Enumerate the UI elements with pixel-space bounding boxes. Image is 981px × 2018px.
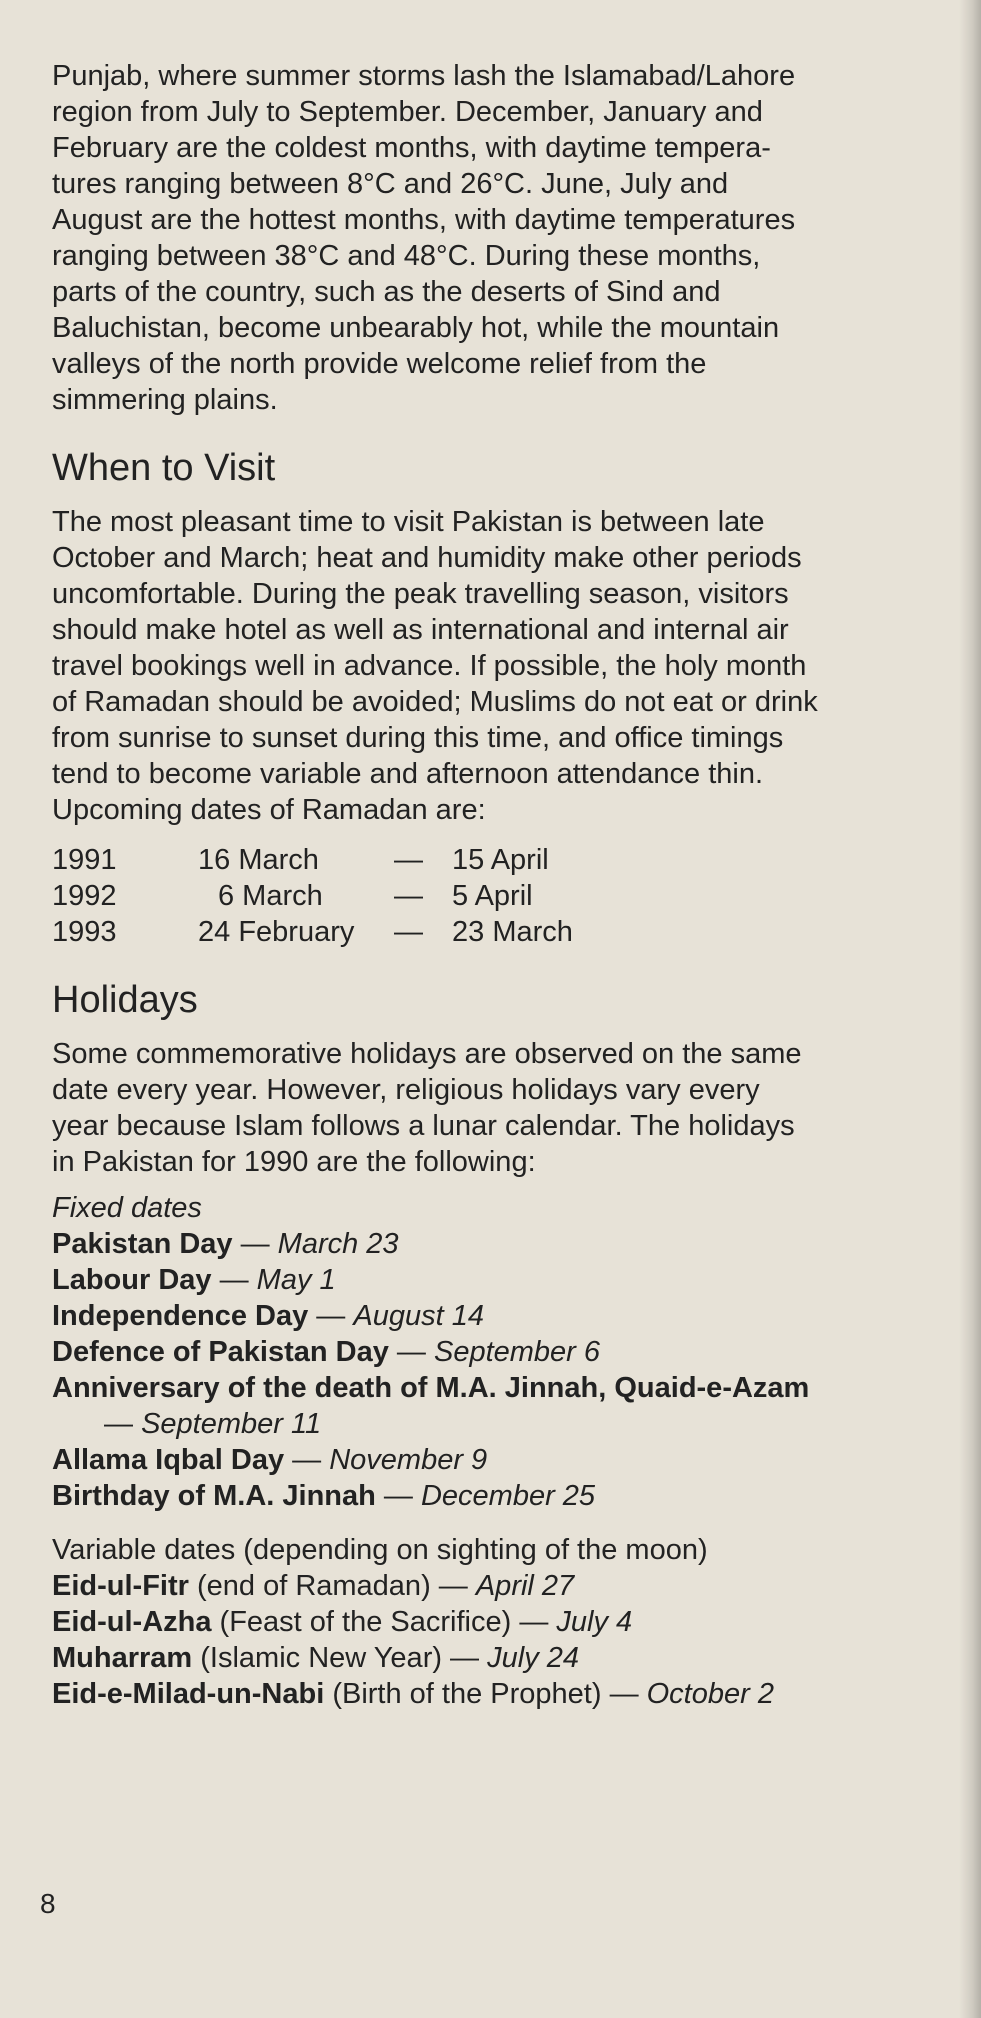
text-line: August are the hottest months, with daytime temperatures: [52, 204, 796, 236]
holiday-name: Eid-ul-Azha: [52, 1606, 212, 1638]
holiday-date: December 25: [420, 1480, 596, 1512]
text-line: simmering plains.: [52, 384, 278, 416]
holiday-entry: [52, 1478, 941, 1514]
ramadan-end: 15 April: [452, 844, 549, 876]
text-line: February are the coldest months, with daytime tempera-: [52, 132, 771, 164]
text-line: valleys of the north provide welcome relief from the: [52, 348, 707, 380]
climate-paragraph: [52, 58, 941, 418]
holidays-heading: Holidays: [52, 979, 198, 1021]
ramadan-row: [52, 842, 941, 878]
holiday-entry: [52, 1370, 941, 1406]
text-line: The most pleasant time to visit Pakistan is between late: [52, 506, 765, 538]
holiday-name: Pakistan Day: [52, 1228, 233, 1260]
holiday-entry: [52, 1262, 941, 1298]
ramadan-dash: —: [394, 844, 423, 876]
ramadan-end: 23 March: [452, 916, 573, 948]
text-line: region from July to September. December, January and: [52, 96, 763, 128]
holiday-name: Labour Day: [52, 1264, 212, 1296]
page-edge-shadow: [959, 0, 981, 2018]
when-to-visit-heading: When to Visit: [52, 447, 276, 489]
holiday-date: April 27: [475, 1570, 575, 1602]
holiday-separator: —: [284, 1444, 330, 1476]
text-line: parts of the country, such as the deserts of Sind and: [52, 276, 721, 308]
variable-dates-label: Variable dates (depending on sighting of the moon): [52, 1534, 708, 1566]
ramadan-start: 24 February: [198, 916, 355, 948]
text-line: in Pakistan for 1990 are the following:: [52, 1146, 536, 1178]
ramadan-year: 1993: [52, 916, 117, 948]
text-line: date every year. However, religious holidays vary every: [52, 1074, 760, 1106]
text-line: uncomfortable. During the peak travelling season, visitors: [52, 578, 789, 610]
fixed-dates-list: [52, 1190, 941, 1514]
holiday-separator: —: [375, 1480, 421, 1512]
text-line: from sunrise to sunset during this time, and office timings: [52, 722, 784, 754]
holiday-separator: —: [308, 1300, 354, 1332]
holiday-name: Birthday of M.A. Jinnah: [52, 1480, 376, 1512]
ramadan-start: 6 March: [218, 880, 323, 912]
ramadan-dates-table: [52, 842, 941, 950]
text-line: Some commemorative holidays are observed on the same: [52, 1038, 802, 1070]
holiday-date: October 2: [646, 1678, 774, 1710]
text-line: should make hotel as well as international and internal air: [52, 614, 789, 646]
holiday-name: Anniversary of the death of M.A. Jinnah, Quaid-e-Azam: [52, 1372, 810, 1404]
holiday-entry: [52, 1226, 941, 1262]
holiday-date: July 4: [556, 1606, 633, 1638]
ramadan-year: 1992: [52, 880, 117, 912]
holiday-description: (Feast of the Sacrifice) —: [211, 1606, 557, 1638]
holiday-date: July 24: [487, 1642, 580, 1674]
ramadan-dash: —: [394, 880, 423, 912]
holiday-date: November 9: [329, 1444, 488, 1476]
holiday-name: Eid-e-Milad-un-Nabi: [52, 1678, 325, 1710]
holiday-date: September 11: [141, 1408, 322, 1440]
text-line: ranging between 38°C and 48°C. During these months,: [52, 240, 761, 272]
holiday-entry: [52, 1640, 941, 1676]
text-line: tend to become variable and afternoon attendance thin.: [52, 758, 764, 790]
holiday-date: March 23: [277, 1228, 399, 1260]
holiday-description: (Islamic New Year) —: [192, 1642, 488, 1674]
variable-dates-list: [52, 1532, 941, 1712]
holiday-name: Defence of Pakistan Day: [52, 1336, 389, 1368]
holiday-entry: [52, 1334, 941, 1370]
holiday-entry: [52, 1604, 941, 1640]
holiday-description: (Birth of the Prophet) —: [324, 1678, 647, 1710]
holidays-paragraph: [52, 1036, 941, 1180]
text-line: Baluchistan, become unbearably hot, while the mountain: [52, 312, 780, 344]
ramadan-end: 5 April: [452, 880, 533, 912]
holiday-description: (end of Ramadan) —: [188, 1570, 476, 1602]
fixed-dates-label: Fixed dates: [52, 1192, 202, 1224]
ramadan-row: [52, 914, 941, 950]
holiday-separator: —: [232, 1228, 278, 1260]
text-line: tures ranging between 8°C and 26°C. June, July and: [52, 168, 729, 200]
ramadan-year: 1991: [52, 844, 117, 876]
holiday-name: Muharram: [52, 1642, 193, 1674]
text-line: October and March; heat and humidity make other periods: [52, 542, 802, 574]
text-line: of Ramadan should be avoided; Muslims do not eat or drink: [52, 686, 818, 718]
text-line: travel bookings well in advance. If possible, the holy month: [52, 650, 807, 682]
ramadan-dash: —: [394, 916, 423, 948]
holiday-date: August 14: [353, 1300, 484, 1332]
ramadan-start: 16 March: [198, 844, 319, 876]
holiday-name: Independence Day: [52, 1300, 309, 1332]
when-to-visit-paragraph: [52, 504, 941, 828]
text-line: Punjab, where summer storms lash the Islamabad/Lahore: [52, 60, 796, 92]
holiday-entry-continued: [52, 1406, 941, 1442]
holiday-name: Eid-ul-Fitr: [52, 1570, 189, 1602]
text-line: Upcoming dates of Ramadan are:: [52, 794, 486, 826]
holiday-separator: —: [388, 1336, 434, 1368]
holiday-separator: —: [104, 1408, 142, 1440]
holiday-name: Allama Iqbal Day: [52, 1444, 285, 1476]
holiday-entry: [52, 1568, 941, 1604]
holiday-date: May 1: [256, 1264, 336, 1296]
holiday-entry: [52, 1442, 941, 1478]
holiday-entry: [52, 1676, 941, 1712]
holiday-entry: [52, 1298, 941, 1334]
page-number: 8: [40, 1888, 56, 1919]
ramadan-row: [52, 878, 941, 914]
holiday-separator: —: [211, 1264, 257, 1296]
text-line: year because Islam follows a lunar calendar. The holidays: [52, 1110, 795, 1142]
holiday-date: September 6: [433, 1336, 601, 1368]
